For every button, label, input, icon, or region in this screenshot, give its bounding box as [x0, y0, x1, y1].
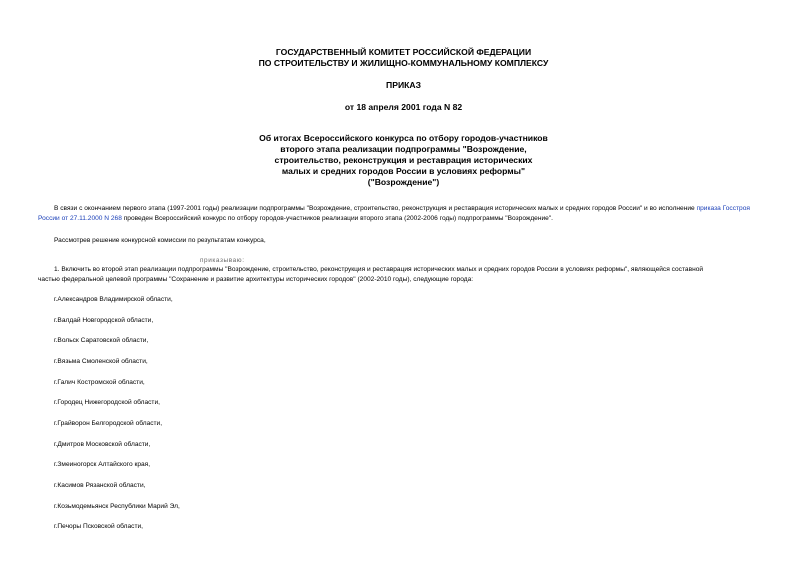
title-line-5: ("Возрождение")	[367, 177, 440, 187]
title-line-2: второго этапа реализации подпрограммы "Возрождение,	[280, 144, 527, 154]
order-268-link[interactable]: приказа Госстроя России от 27.11.2000 N 268	[38, 205, 750, 222]
paragraph-1-text-a: В связи с окончанием первого этапа (1997-2001 годы) реализации подпрограммы "Возрождение, строительство, реконструкция и реставрация исторических малых и средних городов России" и во исполнение	[54, 205, 695, 212]
list-item: г.Касимов Рязанской области,	[54, 482, 146, 489]
header-line-1: ГОСУДАРСТВЕННЫЙ КОМИТЕТ РОССИЙСКОЙ ФЕДЕРАЦИИ	[275, 47, 532, 57]
paragraph-3-line-2: частью федеральной целевой программы "Сохранение и развитие архитектуры исторических городов" (2002-2010 годы), следующие города:	[38, 276, 474, 283]
date-number: от 18 апреля 2001 года N 82	[344, 102, 463, 112]
list-item: г.Валдай Новгородской области,	[54, 317, 154, 324]
title-line-1: Об итогах Всероссийского конкурса по отбору городов-участников	[259, 133, 548, 143]
paragraph-3-line-1: 1. Включить во второй этап реализации подпрограммы "Возрождение, строительство, реконструкция и реставрация исторических малых и средних городов России в условиях реформы", являющейся составной	[54, 266, 704, 273]
orders-word: приказываю:	[200, 257, 245, 264]
title-line-3: строительство, реконструкция и реставрация исторических	[274, 155, 533, 165]
list-item: г.Вязьма Смоленской области,	[54, 358, 148, 365]
paragraph-1-text-b: проведен Всероссийский конкурс по отбору городов-участников реализации второго этапа (2002-2006 годы) подпрограммы "Возрождение".	[121, 214, 554, 222]
list-item: г.Городец Нижегородской области,	[54, 399, 160, 406]
list-item: г.Вольск Саратовской области,	[54, 337, 149, 344]
paragraph-2: Рассмотрев решение конкурсной комиссии по результатам конкурса,	[54, 237, 266, 244]
list-item: г.Змеиногорск Алтайского края,	[54, 461, 151, 468]
list-item: г.Козьмодемьянск Республики Марий Эл,	[54, 503, 180, 510]
list-item: г.Александров Владимирской области,	[54, 296, 173, 303]
doc-type: ПРИКАЗ	[386, 80, 421, 90]
list-item: г.Дмитров Московской области,	[54, 441, 151, 448]
list-item: г.Галич Костромской области,	[54, 379, 145, 386]
title-line-4: малых и средних городов России в условиях реформы"	[281, 166, 526, 176]
list-item: г.Грайворон Белгородской области,	[54, 420, 163, 427]
list-item: г.Печоры Псковской области,	[54, 523, 143, 530]
header-line-2: ПО СТРОИТЕЛЬСТВУ И ЖИЛИЩНО-КОММУНАЛЬНОМУ КОМПЛЕКСУ	[258, 58, 549, 68]
paragraph-1	[38, 204, 770, 223]
